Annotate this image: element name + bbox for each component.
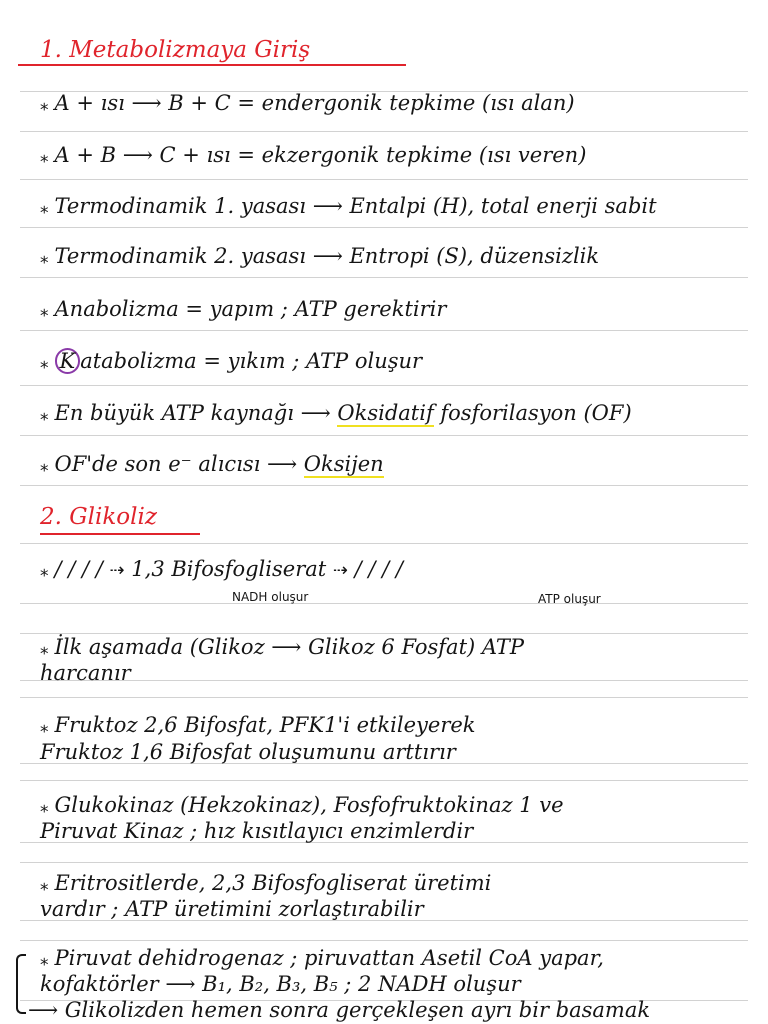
note-line-13b: vardır ; ATP üretimini zorlaştırabilir [40, 897, 424, 921]
note-line-12b: Piruvat Kinaz ; hız kısıtlayıcı enzimlerdir [40, 819, 474, 843]
note-line-3 [40, 193, 657, 221]
ruled-line [20, 330, 748, 331]
note-text: Termodinamik 1. yasası ⟶ Entalpi (H), total enerji sabit [54, 194, 657, 218]
note-line-5 [40, 296, 446, 324]
ruled-line [20, 697, 748, 698]
circled-letter: K [55, 348, 81, 374]
note-text: İlk aşamada (Glikoz ⟶ Glikoz 6 Fosfat) ATP [54, 635, 525, 659]
bullet-icon: ⁎ [40, 456, 49, 476]
arrow-icon: ⇢ [109, 560, 125, 581]
note-text: Anabolizma = yapım ; ATP gerektirir [54, 297, 447, 321]
slash-marks: / / / / [347, 557, 403, 581]
annotation-atp: ATP oluşur [538, 592, 601, 606]
ruled-line [20, 227, 748, 228]
note-line-2 [40, 142, 586, 170]
bullet-icon: ⁎ [40, 95, 49, 115]
note-line-7 [40, 400, 632, 428]
note-line-13 [40, 870, 491, 898]
ruled-line [20, 179, 748, 180]
bullet-icon: ⁎ [40, 639, 49, 659]
bullet-icon: ⁎ [40, 248, 49, 268]
bullet-icon: ⁎ [40, 353, 49, 373]
section-heading-2: 2. Glikoliz [40, 504, 157, 530]
bullet-icon: ⁎ [40, 301, 49, 321]
ruled-line [20, 862, 748, 863]
note-line-11 [40, 712, 476, 740]
note-line-14c: ⟶ Glikolizden hemen sonra gerçekleşen ayrı bir basamak [28, 998, 651, 1022]
bullet-icon: ⁎ [40, 198, 49, 218]
note-line-9 [40, 556, 403, 584]
note-line-11b: Fruktoz 1,6 Bifosfat oluşumunu arttırır [40, 740, 456, 764]
slash-marks: / / / / [54, 557, 110, 581]
ruled-line [20, 780, 748, 781]
ruled-line [20, 277, 748, 278]
note-text: 1,3 Bifosfogliserat [124, 557, 333, 581]
highlighted-word: Oksidatif [337, 401, 434, 425]
bullet-icon: ⁎ [40, 147, 49, 167]
note-line-6 [40, 348, 422, 376]
ruled-line [20, 131, 748, 132]
note-text: Glukokinaz (Hekzokinaz), Fosfofruktokinaz 1 ve [54, 793, 564, 817]
bullet-icon: ⁎ [40, 950, 49, 970]
note-line-12 [40, 792, 564, 820]
note-line-4 [40, 243, 599, 271]
bullet-icon: ⁎ [40, 717, 49, 737]
ruled-line [20, 543, 748, 544]
note-line-1 [40, 90, 575, 118]
ruled-line [20, 940, 748, 941]
heading-underline [18, 64, 406, 66]
ruled-line [20, 435, 748, 436]
note-text: Piruvat dehidrogenaz ; piruvattan Asetil CoA yapar, [54, 946, 604, 970]
note-text: Eritrositlerde, 2,3 Bifosfogliserat üretimi [54, 871, 492, 895]
bullet-icon: ⁎ [40, 797, 49, 817]
note-line-14 [40, 945, 604, 973]
arrow-icon: ⇢ [332, 560, 348, 581]
note-text: A + ısı ⟶ B + C = endergonik tepkime (ısı alan) [54, 91, 575, 115]
ruled-line [20, 485, 748, 486]
note-text: En büyük ATP kaynağı ⟶ [54, 401, 338, 425]
note-line-10 [40, 634, 524, 662]
note-text: atabolizma = yıkım ; ATP oluşur [80, 349, 423, 373]
bullet-icon: ⁎ [40, 875, 49, 895]
note-text: fosforilasyon (OF) [433, 401, 632, 425]
note-line-14b: kofaktörler ⟶ B₁, B₂, B₃, B₅ ; 2 NADH oluşur [40, 972, 521, 996]
note-line-10b: harcanır [40, 661, 131, 685]
annotation-nadh: NADH oluşur [232, 590, 309, 604]
note-text: OF'de son e⁻ alıcısı ⟶ [54, 452, 304, 476]
ruled-line [20, 385, 748, 386]
bracket-mark [16, 954, 26, 1014]
ruled-line [20, 603, 748, 604]
note-text: Termodinamik 2. yasası ⟶ Entropi (S), düzensizlik [54, 244, 600, 268]
section-heading-1: 1. Metabolizmaya Giriş [40, 37, 311, 63]
highlighted-word: Oksijen [303, 452, 384, 476]
note-text: Fruktoz 2,6 Bifosfat, PFK1'i etkileyerek [54, 713, 476, 737]
note-text: A + B ⟶ C + ısı = ekzergonik tepkime (ısı veren) [54, 143, 587, 167]
heading-underline [40, 533, 200, 535]
note-line-8 [40, 451, 384, 479]
bullet-icon: ⁎ [40, 561, 49, 581]
bullet-icon: ⁎ [40, 405, 49, 425]
